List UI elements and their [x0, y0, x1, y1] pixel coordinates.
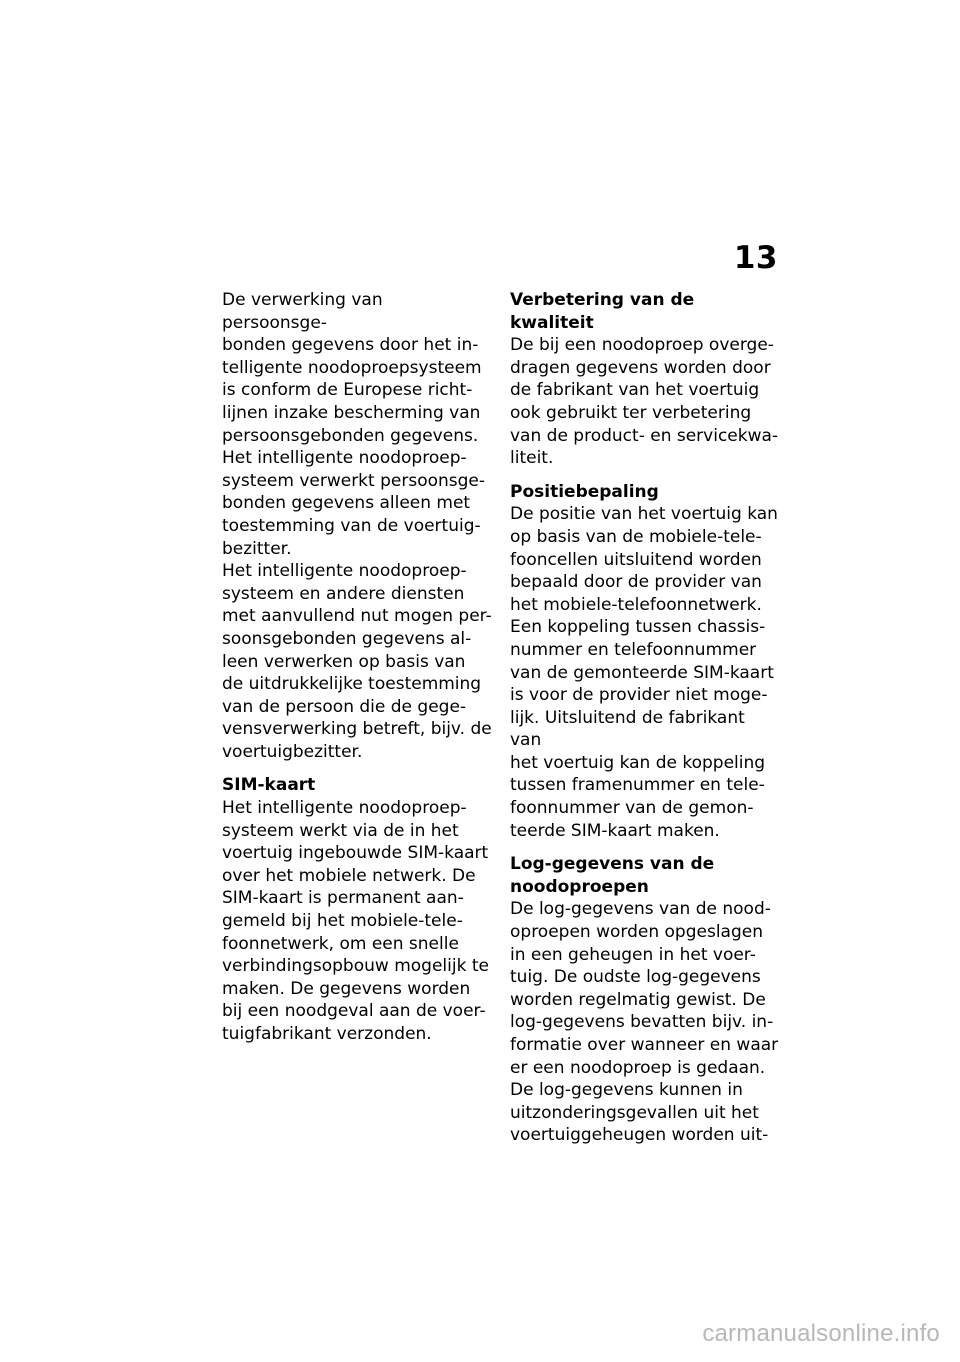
right-column — [510, 289, 780, 1147]
quality-improvement-paragraph: De bij een noodoproep overge- dragen gegevens worden door de fabrikant van het voertuig ook gebruikt ter verbetering van de product- en servicekwa- liteit. — [510, 335, 779, 469]
positioning-heading: Positiebepaling — [510, 481, 659, 502]
privacy-paragraph: De verwerking van persoonsge- bonden gegevens door het in- telligente noodoproepsysteem is conform de Europese richt- lijnen inzake bescherming van persoonsgebonden gegevens. — [222, 290, 482, 446]
consent-paragraph: Het intelligente noodoproep- systeem verwerkt persoonsge- bonden gegevens alleen met toestemming van de voertuig- bezitter. — [222, 448, 486, 559]
watermark: carmanualsonline.info — [702, 1320, 940, 1347]
sim-card-paragraph: Het intelligente noodoproep- systeem werkt via de in het voertuig ingebouwde SIM-kaart over het mobiele netwerk. De SIM-kaart is permanent aan- gemeld bij het mobiele-tele- foonnetwerk, om een snelle verbindingsopbouw mogelijk te maken. De gegevens worden bij een noodgeval aan de voer- tuigfabrikant verzonden. — [222, 798, 489, 1044]
sim-card-heading: SIM-kaart — [222, 775, 316, 796]
page-number: 13 — [733, 240, 778, 276]
quality-improvement-heading: Verbetering van de kwaliteit — [510, 290, 695, 333]
log-data-paragraph: De log-gegevens van de nood- oproepen worden opgeslagen in een geheugen in het voer- tuig. De oudste log-gegevens worden regelmatig gewist. De log-gegevens bevatten bijv. in- formatie over wanneer en waar er een noodoproep is gedaan. De log-gegevens kunnen in uitzonderingsgevallen uit het voertuiggeheugen worden uit- — [510, 899, 779, 1146]
positioning-paragraph: De positie van het voertuig kan op basis van de mobiele-tele- fooncellen uitsluitend worden bepaald door de provider van het mobiele-telefoonnetwerk. Een koppeling tussen chassis- nummer en telefoonnummer van de gemonteerde SIM-kaart is voor de provider niet moge- lijk. Uitsluitend de fabrikant van het voertuig kan de koppeling tussen framenummer en tele- foonnummer van de gemon- teerde SIM-kaart maken. — [510, 504, 778, 841]
log-data-heading: Log-gegevens van de noodoproepen — [510, 854, 715, 897]
left-column — [222, 289, 492, 1046]
services-consent-paragraph: Het intelligente noodoproep- systeem en andere diensten met aanvullend nut mogen per- soonsgebonden gegevens al- leen verwerken op basis van de uitdrukkelijke toestemming van de persoon die de gege- vensverwerking betreft, bijv. de voertuigbezitter. — [222, 561, 492, 762]
